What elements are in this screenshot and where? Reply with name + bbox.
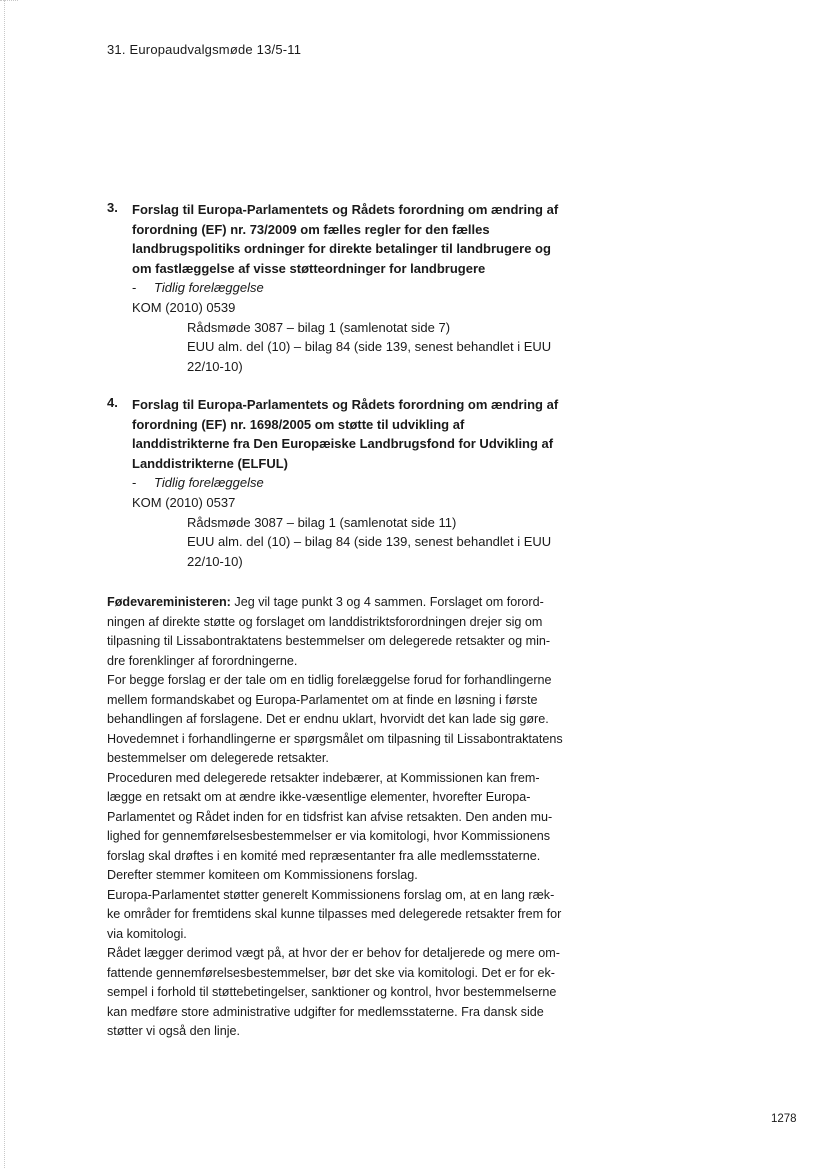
page-header: 31. Europaudvalgsmøde 13/5-11	[107, 42, 302, 57]
title-line: forordning (EF) nr. 1698/2005 om støtte til udvikling af	[132, 416, 465, 432]
paragraph-line: forslag skal drøftes i en komité med repræsentanter fra alle medlemsstaterne.	[107, 848, 541, 863]
paragraph	[107, 671, 595, 730]
paragraph-line: Europa-Parlamentet støtter generelt Kommissionens forslag om, at en lang ræk-	[107, 887, 555, 902]
paragraph-line: dre forenklinger af forordningerne.	[107, 653, 298, 668]
statement-body	[107, 593, 595, 1042]
paragraph	[107, 944, 595, 1042]
paragraph-line: ningen af direkte støtte og forslaget om landdistriktsforordningen drejer sig om	[107, 614, 543, 629]
paragraph-line: Derefter stemmer komiteen om Kommissionens forslag.	[107, 868, 418, 882]
title-line: om fastlæggelse af visse støtteordninger for landbrugere	[132, 260, 486, 276]
kind-label: Tidlig forelæggelse	[154, 280, 264, 296]
paragraph-line: Rådet lægger derimod vægt på, at hvor der er behov for detaljerede og mere om-	[107, 946, 560, 960]
paragraph-line: ke områder for fremtidens skal kunne tilpasses med delegerede retsakter frem for	[107, 907, 562, 921]
paragraph-line: Hovedemnet i forhandlingerne er spørgsmålet om tilpasning til Lissabontraktatens	[107, 731, 563, 746]
paragraph	[107, 769, 595, 886]
paragraph-line: For begge forslag er der tale om en tidlig forelæggelse forud for forhandlingerne	[107, 673, 552, 687]
paragraph-line: behandlingen af forslagene. Det er endnu uklart, hvorvidt det kan lade sig gøre.	[107, 712, 549, 726]
speaker-label: Fødevareministeren:	[107, 595, 231, 609]
document-ref: 22/10-10)	[187, 553, 243, 569]
paragraph-line: Jeg vil tage punkt 3 og 4 sammen. Forslaget om forord-	[234, 595, 544, 609]
document-ref: Rådsmøde 3087 – bilag 1 (samlenotat side 7)	[187, 319, 451, 335]
agenda-item-number: 4.	[107, 395, 118, 410]
title-line: landbrugspolitiks ordninger for direkte betalinger til landbrugere og	[132, 241, 551, 257]
kom-reference: KOM (2010) 0539	[132, 299, 236, 315]
paragraph-line: fattende gennemførelsesbestemmelser, bør det ske via komitologi. Det er for ek-	[107, 965, 555, 980]
document-ref: 22/10-10)	[187, 358, 243, 374]
document-ref: Rådsmøde 3087 – bilag 1 (samlenotat side 11)	[187, 514, 457, 530]
title-line: Forslag til Europa-Parlamentets og Rådets forordning om ændring af	[132, 397, 559, 412]
paragraph-line: bestemmelser om delegerede retsakter.	[107, 751, 329, 765]
kind-label: Tidlig forelæggelse	[154, 475, 264, 491]
document-ref: EUU alm. del (10) – bilag 84 (side 139, senest behandlet i EUU	[187, 339, 552, 355]
paragraph-line: lægge en retsakt om at ændre ikke-væsentlige elementer, hvorefter Europa-	[107, 790, 531, 804]
agenda-item-kind	[132, 473, 597, 493]
document-ref: EUU alm. del (10) – bilag 84 (side 139, senest behandlet i EUU	[187, 534, 552, 550]
paragraph-line: Proceduren med delegerede retsakter indebærer, at Kommissionen kan frem-	[107, 770, 540, 785]
paragraph	[107, 593, 595, 671]
title-line: landdistrikterne fra Den Europæiske Landbrugsfond for Udvikling af	[132, 436, 554, 452]
paragraph-line: kan medføre store administrative udgifter for medlemsstaterne. Fra dansk side	[107, 1004, 544, 1019]
paragraph-line: mellem formandskabet og Europa-Parlamentet om at finde en løsning i første	[107, 692, 538, 707]
agenda-item-title	[132, 200, 597, 278]
paragraph	[107, 730, 595, 769]
paragraph-line: tilpasning til Lissabontraktatens bestemmelser om delegerede retsakter og min-	[107, 634, 551, 648]
agenda-item-title	[132, 395, 597, 473]
agenda-item-kind	[132, 278, 597, 298]
agenda-item-3	[107, 200, 597, 376]
kom-reference: KOM (2010) 0537	[132, 494, 236, 510]
paragraph-line: støtter vi også den linje.	[107, 1024, 240, 1038]
page-number: 1278	[771, 1113, 797, 1125]
agenda-item-4	[107, 395, 597, 571]
dash-marker: -	[132, 475, 137, 491]
paragraph-line: via komitologi.	[107, 926, 187, 941]
title-line: forordning (EF) nr. 73/2009 om fælles regler for den fælles	[132, 221, 490, 237]
paragraph-line: lighed for gennemførelsesbestemmelser er via komitologi, hvor Kommissionens	[107, 829, 551, 843]
title-line: Forslag til Europa-Parlamentets og Rådets forordning om ændring af	[132, 202, 559, 217]
agenda-item-number: 3.	[107, 200, 118, 215]
scan-edge-left	[4, 0, 5, 1168]
paragraph-line: sempel i forhold til støttebetingelser, sanktioner og kontrol, hvor bestemmelserne	[107, 985, 557, 999]
dash-marker: -	[132, 280, 137, 296]
paragraph	[107, 886, 595, 945]
title-line: Landdistrikterne (ELFUL)	[132, 455, 289, 471]
scan-edge-top	[0, 0, 18, 1]
paragraph-line: Parlamentet og Rådet inden for en tidsfrist kan afvise retsakten. Den anden mu-	[107, 809, 553, 824]
